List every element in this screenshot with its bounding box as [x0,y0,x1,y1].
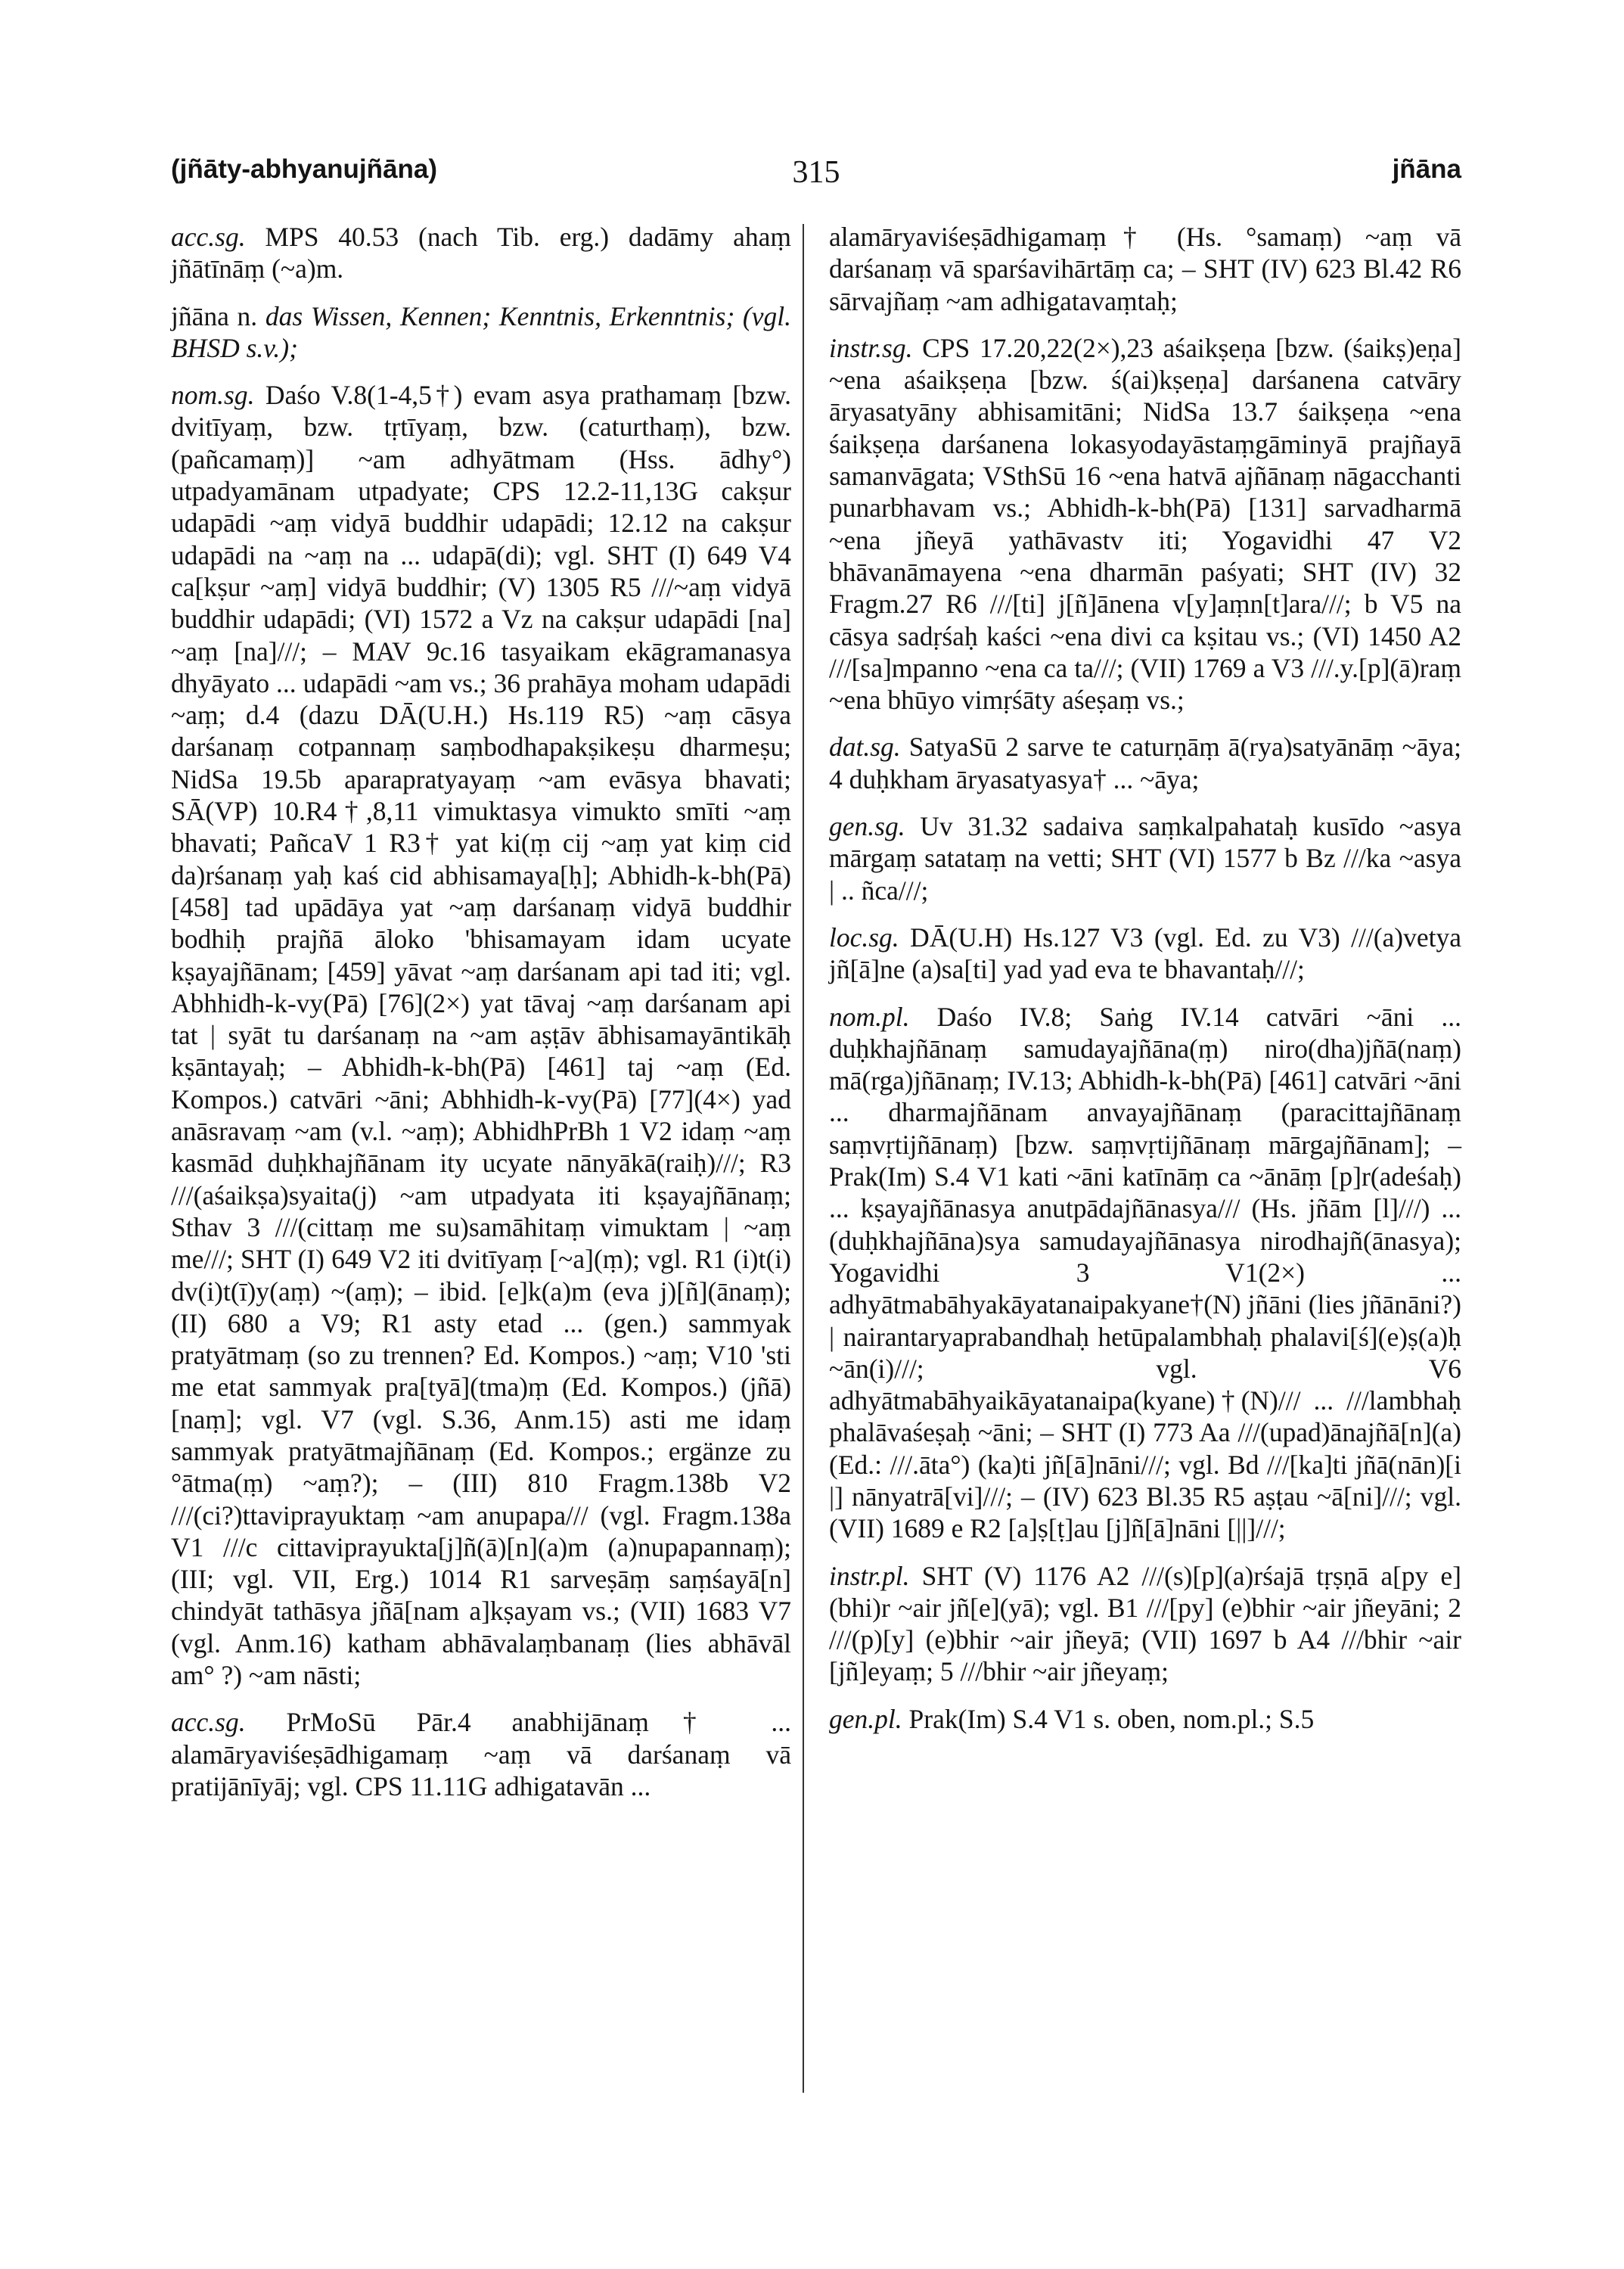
entry-block [829,922,1461,986]
right-column [829,221,1461,1735]
grammatical-tag: acc.sg. [171,1707,246,1738]
running-header [171,154,1461,200]
entry-block [829,332,1461,716]
entry-text: Daśo IV.8; Saṅg IV.14 catvāri ~āni ... duḥkhajñānaṃ samudayajñāna(ṃ) niro(dha)jñā(naṃ) mā(rga)jñānaṃ; IV.13; Abhidh-k-bh(Pā) [461] catvāri ~āni ... dharmajñānam anvayajñānaṃ (paracittajñānaṃ saṃvṛtijñānaṃ) [bzw. saṃvṛtijñānaṃ mārgajñānam]; – Prak(Im) S.4 V1 kati ~āni katīnāṃ ca ~ānāṃ [p]r(adeśaḥ) ... kṣayajñānasya anutpādajñānasya/// (Hs. jñām [l]///) ... (duḥkhajñāna)sya samudayajñānasya nirodhajñ(ānasya); Yogavidhi 3 V1(2×) ... adhyātmabāhyakāyatanaipakyane†(N) jñāni (lies jñānāni?) | nairantaryaprabandhaḥ hetūpalambhaḥ phalavi[ś](e)ṣ(a)ḥ ~ān(i)///; vgl. V6 adhyātmabāhyaikāyatanaipa(kyane)†(N)/// ... ///lambhaḥ phalāvaśeṣaḥ ~āni; – SHT (I) 773 Aa ///(upad)ānajñā[n](a) (Ed.: ///.āta°) (ka)ti jñ[ā]nāni///; vgl. Bd ///[ka]ti jñā(nān)[i |] nānyatrā[vi]///; – (IV) 623 Bl.35 R5 aṣṭau ~ā[ni]///; vgl. (VII) 1689 e R2 [a]ṣ[ṭ]au [j]ñ[ā]nāni [||]///; [829,1001,1462,1544]
entry-text: DĀ(U.H) Hs.127 V3 (vgl. Ed. zu V3) ///(a)vetya jñ[ā]ne (a)sa[ti] yad yad eva te bhavantaḥ///; [829,922,1461,985]
entry-text: CPS 17.20,22(2×),23 aśaikṣeṇa [bzw. (śaikṣ)eṇa] ~ena aśaikṣeṇa [bzw. ś(ai)kṣeṇa] darśanena catvāry āryasatyāny abhisamitāni; NidSa 13.7 śaikṣeṇa ~ena śaikṣeṇa darśanena lokasyodayāstaṃgāminyā prajñayā samanvāgata; VSthSū 16 ~ena hatvā ajñānaṃ nāgacchanti punarbhavam vs.; Abhidh-k-bh(Pā) [131] sarvadharmā ~ena jñeyā yathāvastv iti; Yogavidhi 47 V2 bhāvanāmayena ~ena dharmān paśyati; SHT (IV) 32 Fragm.27 R6 ///[ti] j[ñ]ānena v[y]aṃn[t]ara///; b V5 na cāsya sadṛśaḥ kaści ~ena divi ca kṣitau vs.; (VI) 1450 A2 ///[sa]mpanno ~ena ca ta///; (VII) 1769 a V3 ///.y.[p](ā)raṃ ~ena bhūyo vimṛśāty aśeṣaṃ vs.; [829,332,1461,716]
entry-block [171,379,791,1691]
entry-text: MPS 40.53 (nach Tib. erg.) dadāmy ahaṃ jñātīnāṃ (~a)m. [171,222,792,284]
page-number: 315 [792,155,840,190]
grammatical-tag: dat.sg. [829,732,901,763]
grammatical-tag: loc.sg. [829,922,899,953]
entry-block [829,221,1461,317]
entry-block [829,731,1461,795]
entry-block [829,1703,1461,1735]
definition-text: das Wissen, Kennen; Kenntnis, Erkenntnis; (vgl. BHSD s.v.); [171,300,791,363]
grammatical-tag: instr.sg. [829,332,913,363]
entry-block [829,1001,1461,1545]
grammatical-tag: instr.pl. [829,1560,910,1591]
left-column [171,221,791,1802]
grammatical-tag: gen.pl. [829,1703,902,1734]
entry-block [829,1560,1461,1688]
grammatical-tag: acc.sg. [171,222,246,252]
entry-text: PrMoSū Pār.4 anabhijānaṃ† ... alamāryaviśeṣādhigamaṃ ~aṃ vā darśanaṃ vā pratijānīyāj; vgl. CPS 11.11G adhigatavān ... [171,1707,791,1801]
entry-text: SHT (V) 1176 A2 ///(s)[p](a)rśajā tṛṣṇā a[py e](bhi)r ~air jñ[e](yā); vgl. B1 ///[py] (e)bhir ~air jñeyāni; 2 ///(p)[y] (e)bhir ~air jñeyā; (VII) 1697 b A4 ///bhir ~air [jñ]eyaṃ; 5 ///bhir ~air jñeyaṃ; [829,1560,1461,1687]
headword-block [171,300,791,365]
entry-block [171,221,791,285]
header-right-headword: jñāna [1392,154,1461,184]
entry-block [829,810,1461,906]
entry-text: Daśo V.8(1-4,5†) evam asya prathamaṃ [bzw. dvitīyaṃ, bzw. tṛtīyaṃ, bzw. (caturthaṃ), bzw. (pañcamaṃ)] ~am adhyātmam (Hss. ādhy°) utpadyamānam utpadyate; CPS 12.2-11,13G cakṣur udapādi ~aṃ vidyā buddhir udapādi; 12.12 na cakṣur udapādi na ~aṃ na ... udapā(di); vgl. SHT (I) 649 V4 ca[kṣur ~aṃ] vidyā buddhir; (V) 1305 R5 ///~aṃ vidyā buddhir udapādi; (VI) 1572 a Vz na cakṣur udapādi [na] ~aṃ [na]///; – MAV 9c.16 tasyaikam ekāgramanasya dhyāyato ... udapādi ~am vs.; 36 prahāya moham udapādi ~aṃ; d.4 (dazu DĀ(U.H.) Hs.119 R5) ~aṃ cāsya darśanaṃ cotpannaṃ saṃbodhapakṣikeṣu dharmeṣu; NidSa 19.5b aparapratyayaṃ ~am evāsya bhavati; SĀ(VP) 10.R4†,8,11 vimuktasya vimukto smīti ~aṃ bhavati; PañcaV 1 R3† yat ki(ṃ cij ~aṃ yat kiṃ cid da)rśanaṃ yaḥ kaś cid abhisamaya[ḥ]; Abhidh-k-bh(Pā) [458] tad upādāya yat ~aṃ darśanaṃ vidyā buddhir bodhiḥ prajñā āloko 'bhisamayam idam ucyate kṣayajñānam; [459] yāvat ~aṃ darśanam api tad iti; vgl. Abhhidh-k-vy(Pā) [76](2×) yat tāvaj ~aṃ darśanam api tat | syāt tu darśanaṃ na ~am aṣṭāv ābhisamayāntikāḥ kṣāntayaḥ; – Abhidh-k-bh(Pā) [461] taj ~aṃ (Ed. Kompos.) catvāri ~āni; Abhhidh-k-vy(Pā) [77](4×) yad anāsravaṃ ~am (v.l. ~aṃ); AbhidhPrBh 1 V2 idaṃ ~aṃ kasmād duḥkhajñānam ity ucyate nānyākā(raiḥ)///; R3 ///(aśaikṣa)syaita(j) ~am utpadyata iti kṣayajñānaṃ; Sthav 3 ///(cittaṃ me su)samāhitaṃ vimuktam | ~aṃ me///; SHT (I) 649 V2 iti dvitīyaṃ [~a](ṃ); vgl. R1 (i)t(i) dv(i)t(ī)y(aṃ) ~(aṃ); – ibid. [e]k(a)m (eva j)[ñ](ānaṃ); (II) 680 a V9; R1 asty etad ... (gen.) sammyak pratyātmaṃ (so zu trennen? Ed. Kompos.) ~aṃ; V10 'sti me etat sammyak pra[tyā](tma)ṃ (Ed. Kompos.) (jñā)[naṃ]; vgl. V7 (vgl. S.36, Anm.15) asti me idaṃ sammyak pratyātmajñānaṃ (Ed. Kompos.; ergänze zu °ātma(ṃ) ~aṃ?); – (III) 810 Fragm.138b V2 ///(ci?)ttaviprayuktaṃ ~am anupapa/// (vgl. Fragm.138a V1 ///c cittaviprayukta[j]ñ(ā)[n](a)m (a)nupapannaṃ); (III; vgl. VII, Erg.) 1014 R1 sarveṣāṃ saṃśayā[n] chindyāt tathāsya jñā[nam a]kṣayam vs.; (VII) 1683 V7 (vgl. Anm.16) katham abhāvalaṃbanaṃ (lies abhāvāl am° ?) ~am nāsti; [171,380,792,1691]
entry-text: SatyaSū 2 sarve te caturṇāṃ ā(rya)satyānāṃ ~āya; 4 duḥkham āryasatyasya† ... ~āya; [829,732,1462,794]
header-left-range: (jñāty-abhyanujñāna) [171,154,437,184]
grammatical-tag: gen.sg. [829,811,905,842]
entry-block [171,1706,791,1802]
entry-text: Uv 31.32 sadaiva saṃkalpahataḥ kusīdo ~asya mārgaṃ satataṃ na vetti; SHT (VI) 1577 b Bz ///ka ~asya | .. ñca///; [829,811,1461,906]
grammatical-tag: nom.sg. [171,380,255,411]
column-divider [803,224,804,2093]
entry-text: Prak(Im) S.4 V1 s. oben, nom.pl.; S.5 [908,1703,1315,1734]
grammatical-tag: nom.pl. [829,1001,910,1032]
entry-text: alamāryaviśeṣādhigamaṃ† (Hs. °samaṃ) ~aṃ vā darśanaṃ vā sparśavihārtāṃ ca; – SHT (IV) 623 Bl.42 R6 sārvajñaṃ ~am adhigatavaṃtaḥ; [829,222,1461,316]
headword: jñāna n. [171,300,258,331]
